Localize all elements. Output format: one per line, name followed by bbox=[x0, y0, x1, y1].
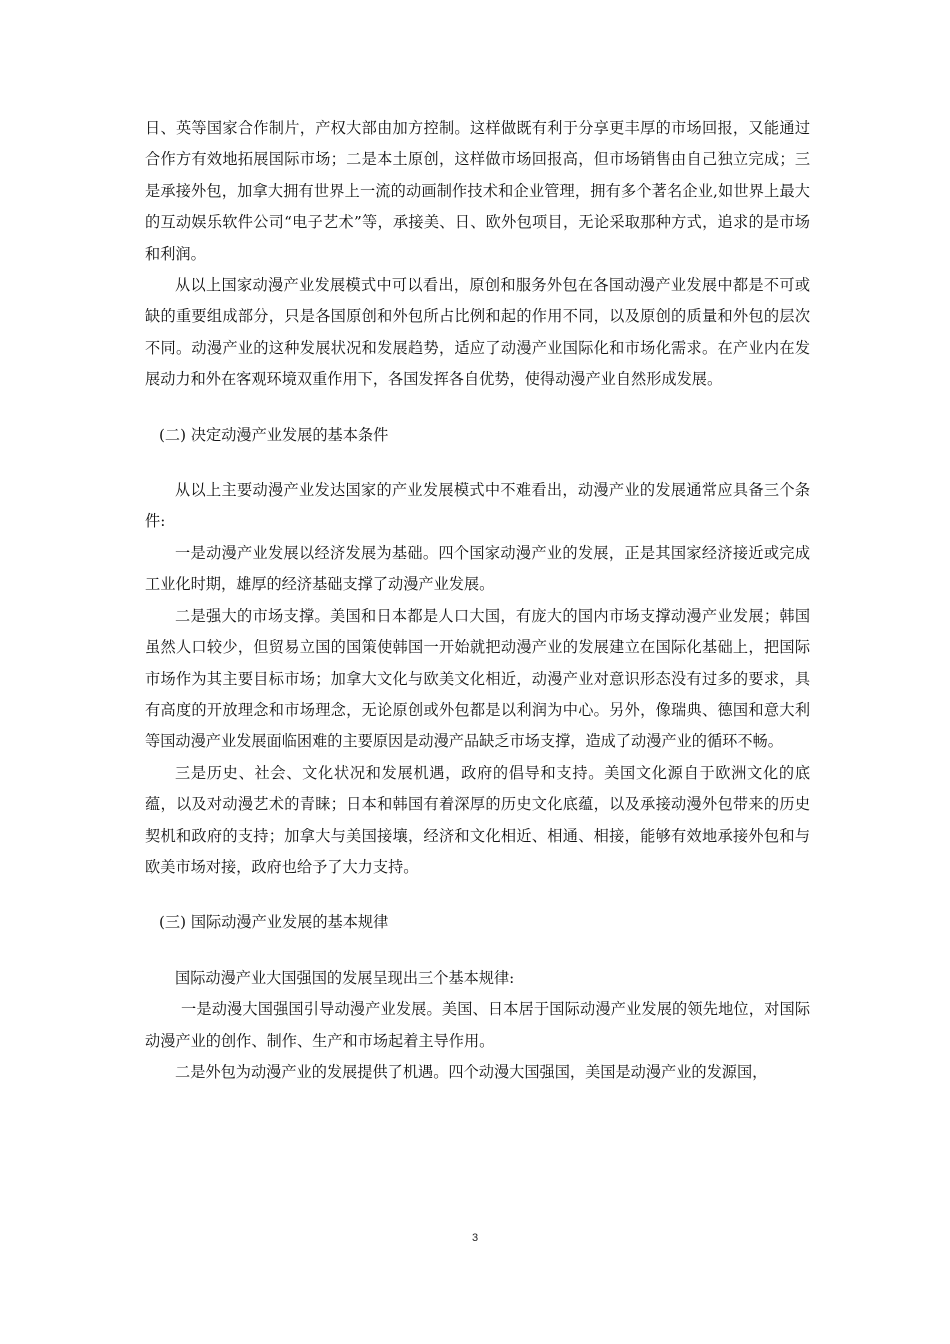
section-heading-basic-laws: (三) 国际动漫产业发展的基本规律 bbox=[159, 913, 389, 932]
page-number: 3 bbox=[471, 1232, 479, 1244]
document-body bbox=[145, 113, 810, 1088]
section-heading-basic-conditions: (二) 决定动漫产业发展的基本条件 bbox=[159, 425, 389, 444]
paragraph-condition-history-culture: 三是历史、社会、文化状况和发展机遇，政府的倡导和支持。美国文化源自于欧洲文化的底蕴，以及对动漫艺术的青睐；日本和韩国有着深厚的历史文化底蕴，以及承接动漫外包带来的历史契机和政府的支持；加拿大与美国接壤，经济和文化相近、相通、相接，能够有效地承接外包和与欧美市场对接，政府也给予了大力支持。 bbox=[145, 763, 810, 876]
paragraph-condition-market: 二是强大的市场支撑。美国和日本都是人口大国，有庞大的国内市场支撑动漫产业发展；韩国虽然人口较少，但贸易立国的国策使韩国一开始就把动漫产业的发展建立在国际化基础上，把国际市场作为其主要目标市场；加拿大文化与欧美文化相近，动漫产业对意识形态没有过多的要求，具有高度的开放理念和市场理念，无论原创或外包都是以利润为中心。另外，像瑞典、德国和意大利等国动漫产业发展面临困难的主要原因是动漫产品缺乏市场支撑，造成了动漫产业的循环不畅。 bbox=[145, 606, 810, 751]
paragraph-law-leading-countries: 一是动漫大国强国引导动漫产业发展。美国、日本居于国际动漫产业发展的领先地位，对国际动漫产业的创作、制作、生产和市场起着主导作用。 bbox=[145, 1000, 810, 1050]
paragraph-canada-production-modes: 日、英等国家合作制片，产权大部由加方控制。这样做既有利于分享更丰厚的市场回报，又能通过合作方有效地拓展国际市场；二是本土原创，这样做市场回报高，但市场销售由自己独立完成；三是承接外包，加拿大拥有世界上一流的动画制作技术和企业管理，拥有多个著名企业,如世界上最大的互动娱乐软件公司“电子艺术”等，承接美、日、欧外包项目，无论采取那种方式，追求的是市场和利润。 bbox=[145, 119, 810, 263]
paragraph-condition-economy: 一是动漫产业发展以经济发展为基础。四个国家动漫产业的发展，正是其国家经济接近或完成工业化时期，雄厚的经济基础支撑了动漫产业发展。 bbox=[145, 543, 810, 594]
paragraph-three-laws-intro: 国际动漫产业大国强国的发展呈现出三个基本规律: bbox=[175, 968, 515, 987]
paragraph-original-and-outsourcing: 从以上国家动漫产业发展模式中可以看出，原创和服务外包在各国动漫产业发展中都是不可或缺的重要组成部分，只是各国原创和外包所占比例和起的作用不同，以及原创的质量和外包的层次不同。动漫产业的这种发展状况和发展趋势，适应了动漫产业国际化和市场化需求。在产业内在发展动力和外在客观环境双重作用下，各国发挥各自优势，使得动漫产业自然形成发展。 bbox=[145, 276, 810, 389]
paragraph-law-outsourcing: 二是外包为动漫产业的发展提供了机遇。四个动漫大国强国，美国是动漫产业的发源国， bbox=[175, 1062, 768, 1081]
paragraph-three-conditions-intro: 从以上主要动漫产业发达国家的产业发展模式中不难看出，动漫产业的发展通常应具备三个条件: bbox=[145, 481, 810, 531]
